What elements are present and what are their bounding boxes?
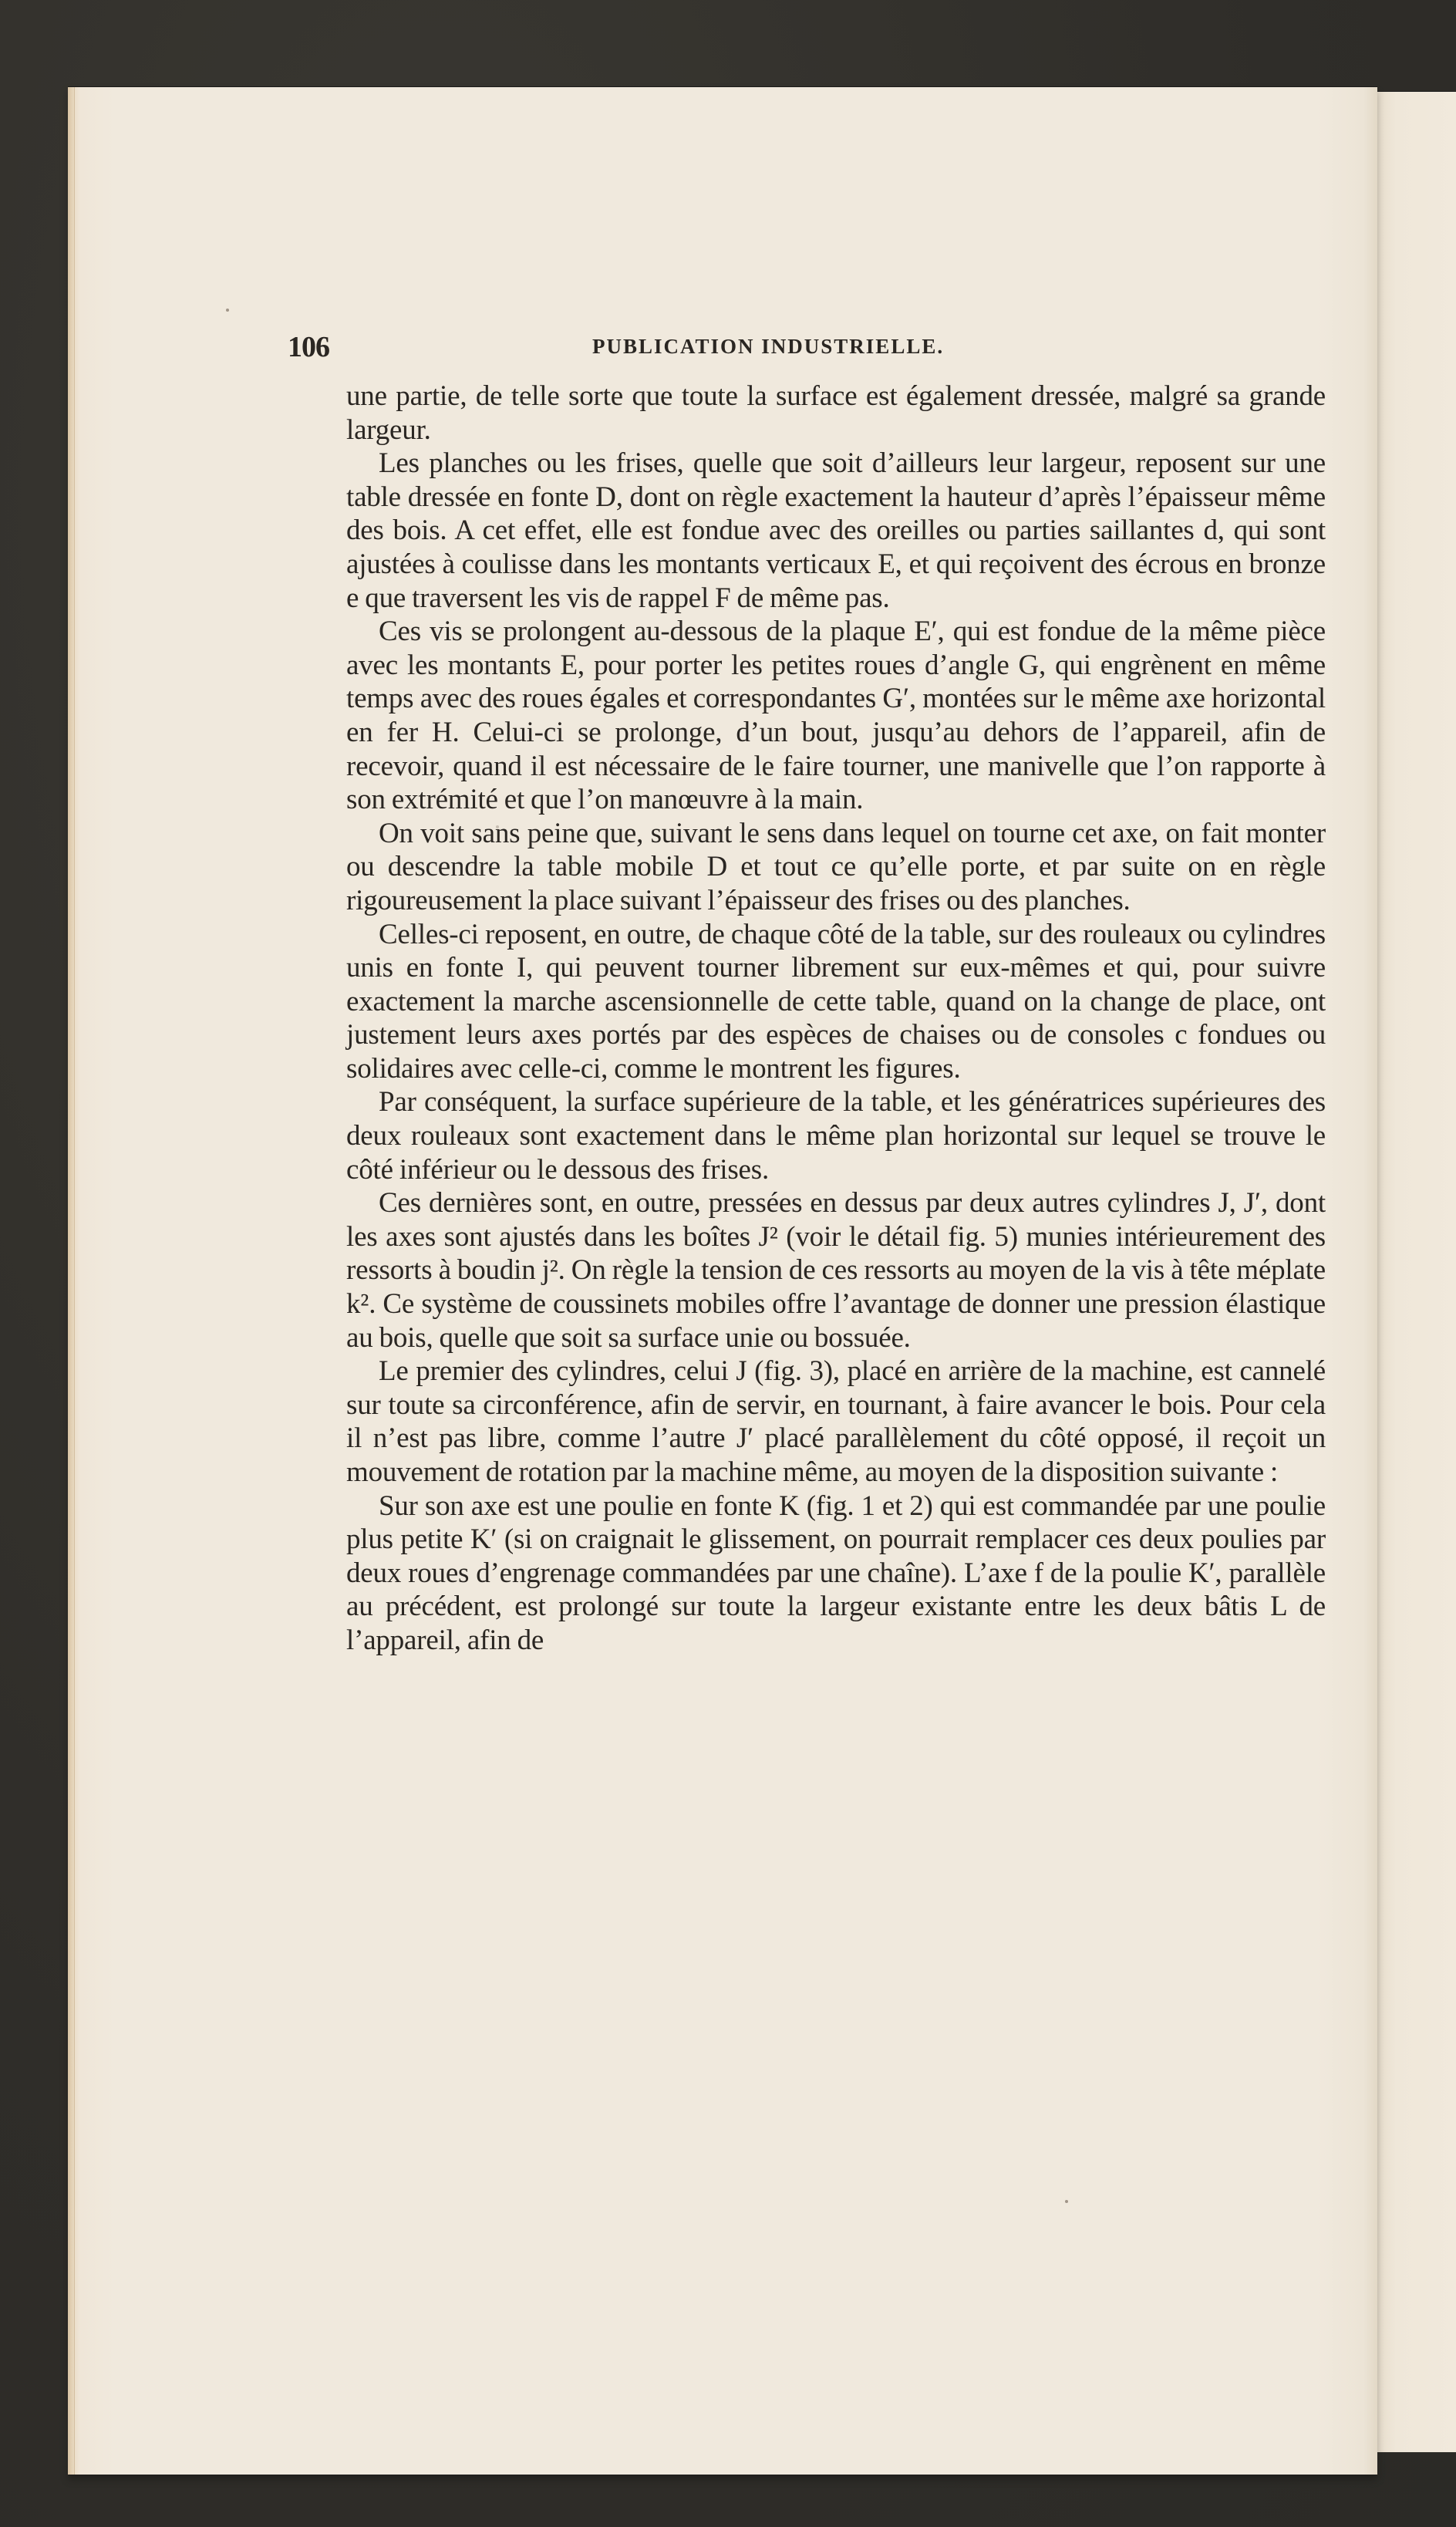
paragraph-2: Les planches ou les frises, quelle que soit d’ailleurs leur largeur, reposent sur une table dressée en fonte D, dont on règle exactement la hauteur d’après l’épaisseur même des bois. A cet effet, elle est fondue avec des oreilles ou parties saillantes d, qui sont ajustées à coulisse dans les montants verticaux E, et qui reçoivent des écrous en bronze e que traversent les vis de rappel F de même pas. [346,447,1326,614]
paragraph-1: une partie, de telle sorte que toute la surface est également dressée, malgré sa grande largeur. [346,380,1326,446]
page-number: 106 [288,331,329,363]
paragraph-9: Sur son axe est une poulie en fonte K (fig. 1 et 2) qui est commandée par une poulie plus petite K′ (si on craignait le glissement, on pourrait remplacer ces deux poulies par deux roues d’engrenage commandées par une chaîne). L’axe f de la poulie K′, parallèle au précédent, est prolongé sur toute la largeur existante entre les deux bâtis L de l’appareil, afin de [346,1490,1326,1656]
paper-speck [226,309,229,312]
page-stack-edge [68,87,75,2475]
facing-page-edge [1376,91,1456,2452]
paragraph-3: Ces vis se prolongent au-dessous de la plaque E′, qui est fondue de la même pièce avec les montants E, pour porter les petites roues d’angle G, qui engrènent en même temps avec des roues égales et correspondantes G′, montées sur le même axe horizontal en fer H. Celui-ci se prolonge, d’un bout, jusqu’au dehors de l’appareil, afin de recevoir, quand il est nécessaire de le faire tourner, une manivelle que l’on rapporte à son extrémité et que l’on manœuvre à la main. [346,616,1326,816]
paragraph-7: Ces dernières sont, en outre, pressées en dessus par deux autres cylindres J, J′, dont les axes sont ajustés dans les boîtes J² (voir le détail fig. 5) munies intérieurement des ressorts à boudin j². On règle la tension de ces ressorts au moyen de la vis à tête méplate k². Ce système de coussinets mobiles offre l’avantage de donner une pression élastique au bois, quelle que soit sa surface unie ou bossuée. [346,1187,1326,1354]
paragraph-5: Celles-ci reposent, en outre, de chaque côté de la table, sur des rouleaux ou cylindres unis en fonte I, qui peuvent tourner librement sur eux-mêmes et qui, pour suivre exactement la marche ascensionnelle de cette table, quand on la change de place, ont justement leurs axes portés par des espèces de chaises ou de consoles c fondues ou solidaires avec celle-ci, comme le montrent les figures. [346,918,1326,1085]
body-text [346,380,1326,1658]
paragraph-8: Le premier des cylindres, celui J (fig. 3), placé en arrière de la machine, est cannelé sur toute sa circonférence, afin de servir, en tournant, à faire avancer le bois. Pour cela il n’est pas libre, comme l’autre J′ placé parallèlement du côté opposé, il reçoit un mouvement de rotation par la machine même, au moyen de la disposition suivante : [346,1355,1326,1488]
running-head [288,330,1321,361]
paragraph-4: On voit sans peine que, suivant le sens dans lequel on tourne cet axe, on fait monter ou descendre la table mobile D et tout ce qu’elle porte, et par suite on en règle rigoureusement la place suivant l’épaisseur des frises ou des planches. [346,817,1326,916]
paper-speck [496,825,499,828]
running-title: PUBLICATION INDUSTRIELLE. [592,335,945,358]
paragraph-6: Par conséquent, la surface supérieure de la table, et les génératrices supérieures des deux rouleaux sont exactement dans le même plan horizontal sur lequel se trouve le côté inférieur ou le dessous des frises. [346,1086,1326,1186]
paper-speck [1065,2200,1068,2203]
